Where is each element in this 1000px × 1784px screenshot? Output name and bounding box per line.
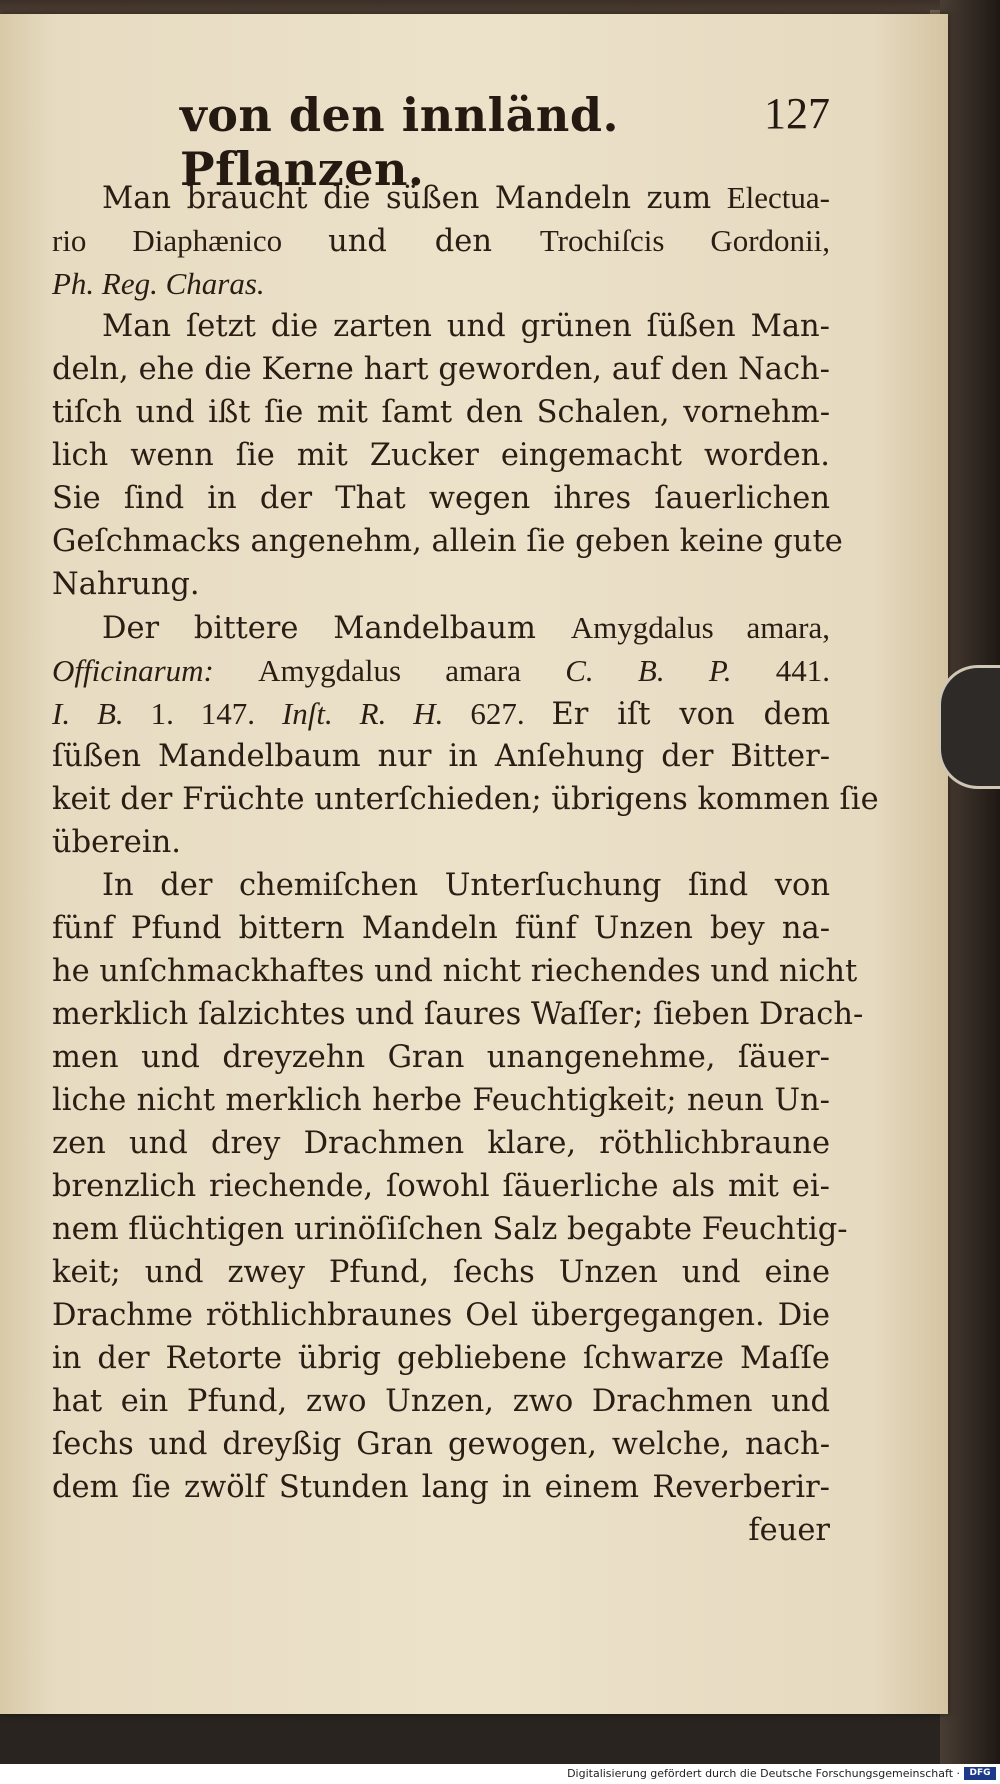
text-line <box>52 391 830 434</box>
text-segment: he unſchmackhaftes und nicht riechendes und nicht <box>52 954 858 989</box>
text-segment: Ph. Reg. Charas. <box>52 266 265 301</box>
text-segment: Man ſetzt die zarten und grünen ſüßen Man- <box>102 309 830 344</box>
text-segment: tiſch und ißt ſie mit ſamt den Schalen, vornehm- <box>52 395 830 430</box>
text-segment: Nahrung. <box>52 567 200 602</box>
text-segment: Drachme röthlichbraunes Oel übergegangen. Die <box>52 1298 830 1333</box>
text-line <box>52 1165 830 1208</box>
text-segment: Man braucht die süßen Mandeln zum <box>102 181 727 216</box>
text-line <box>52 1423 830 1466</box>
text-line <box>52 1509 830 1552</box>
text-line <box>52 176 830 219</box>
text-segment: I. B. <box>52 696 151 731</box>
text-segment: in der Retorte übrig gebliebene ſchwarze Maſſe <box>52 1341 830 1376</box>
text-segment: Amygdalus amara <box>258 653 566 688</box>
body-text <box>52 176 879 1552</box>
text-line <box>52 477 830 520</box>
footer-bar <box>0 1764 1000 1784</box>
page-header <box>180 88 830 196</box>
text-line <box>52 907 830 950</box>
text-line <box>52 305 830 348</box>
text-line <box>52 1036 830 1079</box>
text-segment: keit der Früchte unterſchieden; übrigens kommen ſie <box>52 782 879 817</box>
text-line <box>52 778 879 821</box>
text-line <box>52 950 858 993</box>
text-segment: nem flüchtigen urinöſiſchen Salz begabte Feuchtig- <box>52 1212 848 1247</box>
text-line <box>52 692 830 735</box>
text-segment: liche nicht merklich herbe Feuchtigkeit; neun Un- <box>52 1083 830 1118</box>
text-segment: 627. <box>470 696 552 731</box>
text-segment: Er iſt von dem <box>551 697 830 732</box>
text-line <box>52 606 830 649</box>
text-segment: ſechs und dreyßig Gran gewogen, welche, nach- <box>52 1427 830 1462</box>
text-segment: feuer <box>748 1513 830 1548</box>
text-line <box>52 1122 830 1165</box>
text-line <box>52 993 864 1036</box>
scan-background <box>940 0 1000 1784</box>
text-segment: Trochiſcis Gordonii, <box>539 223 831 258</box>
text-line <box>52 219 830 262</box>
text-segment: deln, ehe die Kerne hart geworden, auf den Nach- <box>52 352 830 387</box>
text-line <box>52 649 830 692</box>
text-line <box>52 1294 830 1337</box>
text-line <box>52 1079 830 1122</box>
text-segment: Officinarum: <box>52 653 259 688</box>
text-line <box>52 434 830 477</box>
text-segment: und den <box>328 224 540 259</box>
text-line <box>52 735 830 778</box>
text-segment: dem ſie zwölf Stunden lang in einem Reverberir- <box>52 1470 830 1505</box>
page-clip <box>938 665 1000 789</box>
dfg-logo: DFG <box>964 1767 996 1780</box>
text-segment: Geſchmacks angenehm, allein ſie geben keine gute <box>52 524 843 559</box>
text-segment: 441. <box>775 653 830 688</box>
text-line <box>52 348 830 391</box>
text-segment: ſüßen Mandelbaum nur in Anſehung der Bitter- <box>52 739 830 774</box>
text-segment: rio Diaphænico <box>52 223 329 258</box>
text-segment: brenzlich riechende, ſowohl ſäuerliche als mit ei- <box>52 1169 830 1204</box>
running-title: von den innländ. Pflanzen. <box>180 88 620 196</box>
text-line <box>52 563 830 606</box>
page-number: 127 <box>764 89 830 138</box>
text-segment: keit; und zwey Pfund, ſechs Unzen und eine <box>52 1255 830 1290</box>
text-segment: Electua- <box>726 180 830 215</box>
text-line <box>52 1380 830 1423</box>
text-segment: Amygdalus amara, <box>570 610 830 645</box>
text-segment: Inſt. R. H. <box>281 696 471 731</box>
text-segment: merklich ſalzichtes und ſaures Waſſer; ſieben Drach- <box>52 997 864 1032</box>
text-segment: zen und drey Drachmen klare, röthlichbraune <box>52 1126 830 1161</box>
text-segment: fünf Pfund bittern Mandeln fünf Unzen bey na- <box>52 911 830 946</box>
text-segment: 1. 147. <box>150 696 282 731</box>
text-line <box>52 821 830 864</box>
text-segment: men und dreyzehn Gran unangenehme, ſäuer- <box>52 1040 830 1075</box>
text-line <box>52 1337 830 1380</box>
text-segment: Der bittere Mandelbaum <box>102 611 571 646</box>
text-segment: überein. <box>52 825 181 860</box>
text-line <box>52 262 830 305</box>
text-segment: C. B. P. <box>565 653 776 688</box>
text-segment: In der chemiſchen Unterſuchung ſind von <box>102 868 830 903</box>
text-line <box>52 520 843 563</box>
text-segment: Sie ſind in der That wegen ihres ſauerlichen <box>52 481 830 516</box>
text-line <box>52 1208 848 1251</box>
text-line <box>52 1466 830 1509</box>
text-line <box>52 1251 830 1294</box>
text-segment: lich wenn ſie mit Zucker eingemacht worden. <box>52 438 830 473</box>
funding-credit: Digitalisierung gefördert durch die Deutsche Forschungsgemeinschaft · <box>567 1767 960 1780</box>
text-line <box>52 864 830 907</box>
text-segment: hat ein Pfund, zwo Unzen, zwo Drachmen und <box>52 1384 830 1419</box>
